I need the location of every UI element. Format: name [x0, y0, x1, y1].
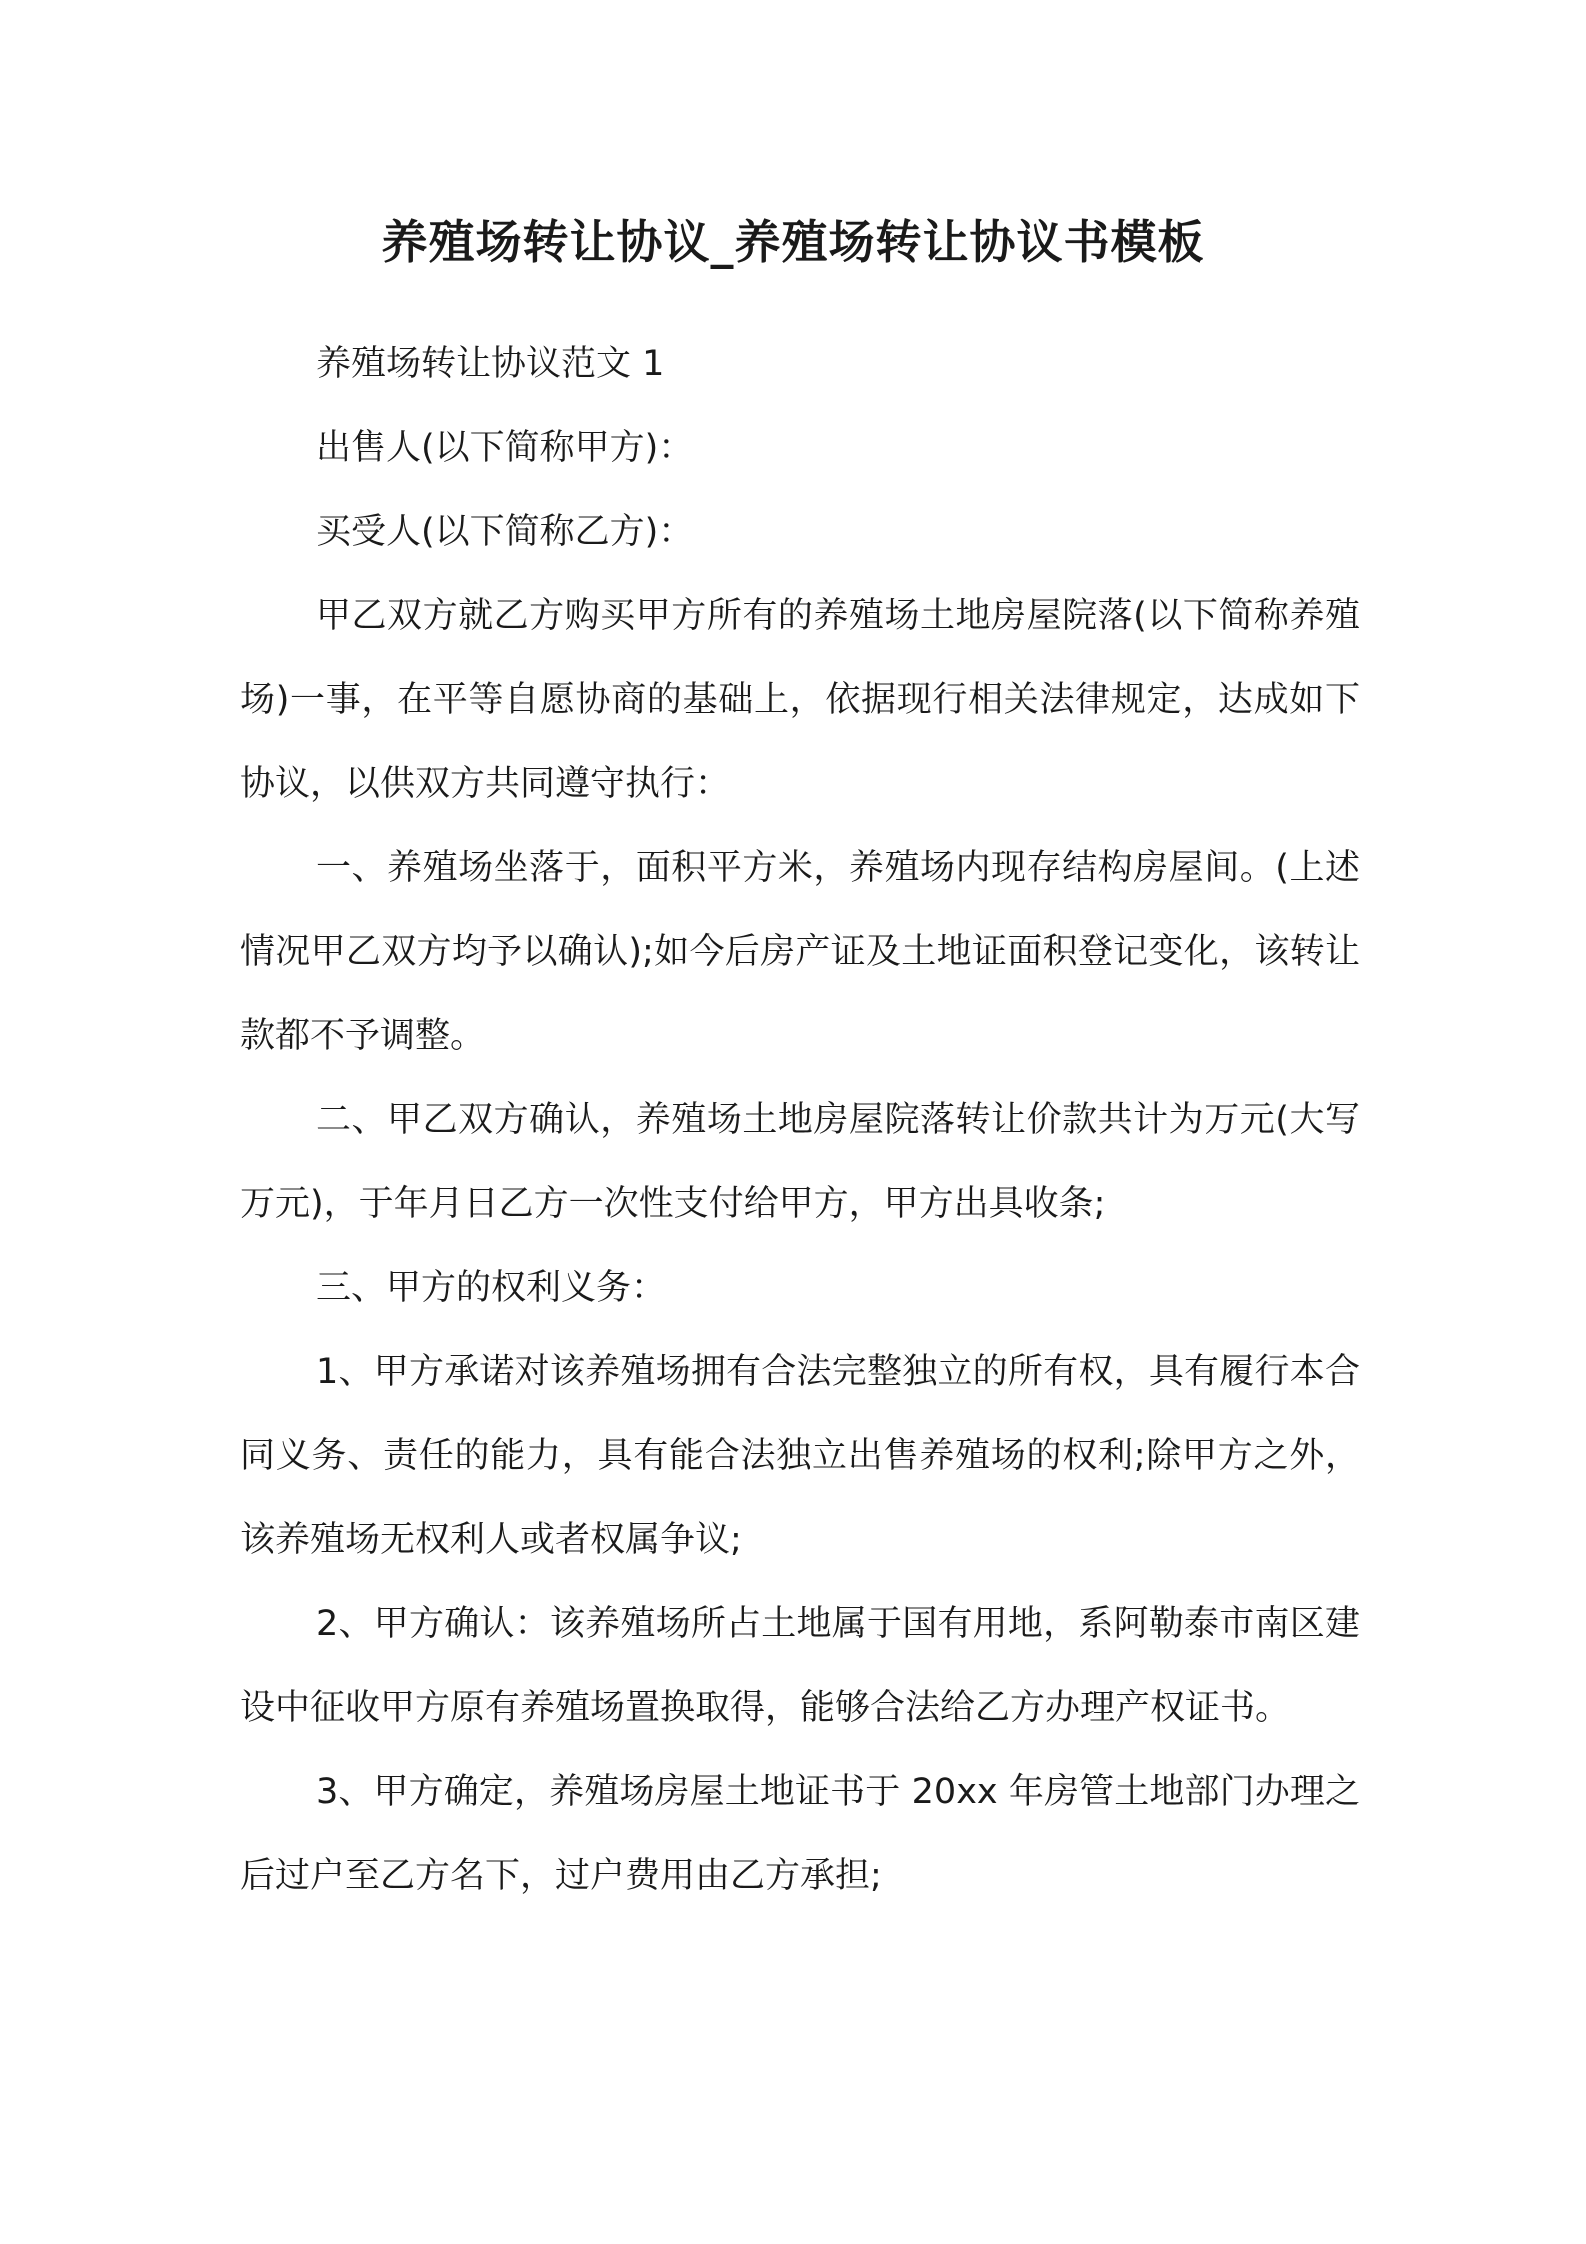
paragraph-clause-2: 二、甲乙双方确认，养殖场土地房屋院落转让价款共计为万元(大写万元)，于年月日乙方一次性支付给甲方，甲方出具收条; — [240, 1100, 1360, 1224]
paragraph-template-heading: 养殖场转让协议范文 1 — [316, 344, 665, 384]
paragraph-seller: 出售人(以下简称甲方)： — [316, 428, 694, 468]
paragraph-clause-3-item-3: 3、甲方确定，养殖场房屋土地证书于 20xx 年房管土地部门办理之后过户至乙方名下，过户费用由乙方承担; — [240, 1772, 1360, 1896]
paragraph-clause-1: 一、养殖场坐落于，面积平方米，养殖场内现存结构房屋间。(上述情况甲乙双方均予以确认);如今后房产证及土地证面积登记变化，该转让款都不予调整。 — [240, 848, 1360, 1056]
paragraph-clause-3-heading: 三、甲方的权利义务： — [316, 1268, 667, 1308]
document-title: 养殖场转让协议_养殖场转让协议书模板 — [381, 215, 1205, 269]
paragraph-clause-3-item-2: 2、甲方确认：该养殖场所占土地属于国有用地，系阿勒泰市南区建设中征收甲方原有养殖场置换取得，能够合法给乙方办理产权证书。 — [240, 1604, 1360, 1728]
paragraph-preamble: 甲乙双方就乙方购买甲方所有的养殖场土地房屋院落(以下简称养殖场)一事，在平等自愿协商的基础上，依据现行相关法律规定，达成如下协议，以供双方共同遵守执行： — [240, 596, 1360, 804]
document-body — [240, 322, 1360, 1918]
paragraph-buyer: 买受人(以下简称乙方)： — [316, 512, 694, 552]
paragraph-clause-3-item-1: 1、甲方承诺对该养殖场拥有合法完整独立的所有权，具有履行本合同义务、责任的能力，具有能合法独立出售养殖场的权利;除甲方之外，该养殖场无权利人或者权属争议; — [240, 1352, 1360, 1560]
